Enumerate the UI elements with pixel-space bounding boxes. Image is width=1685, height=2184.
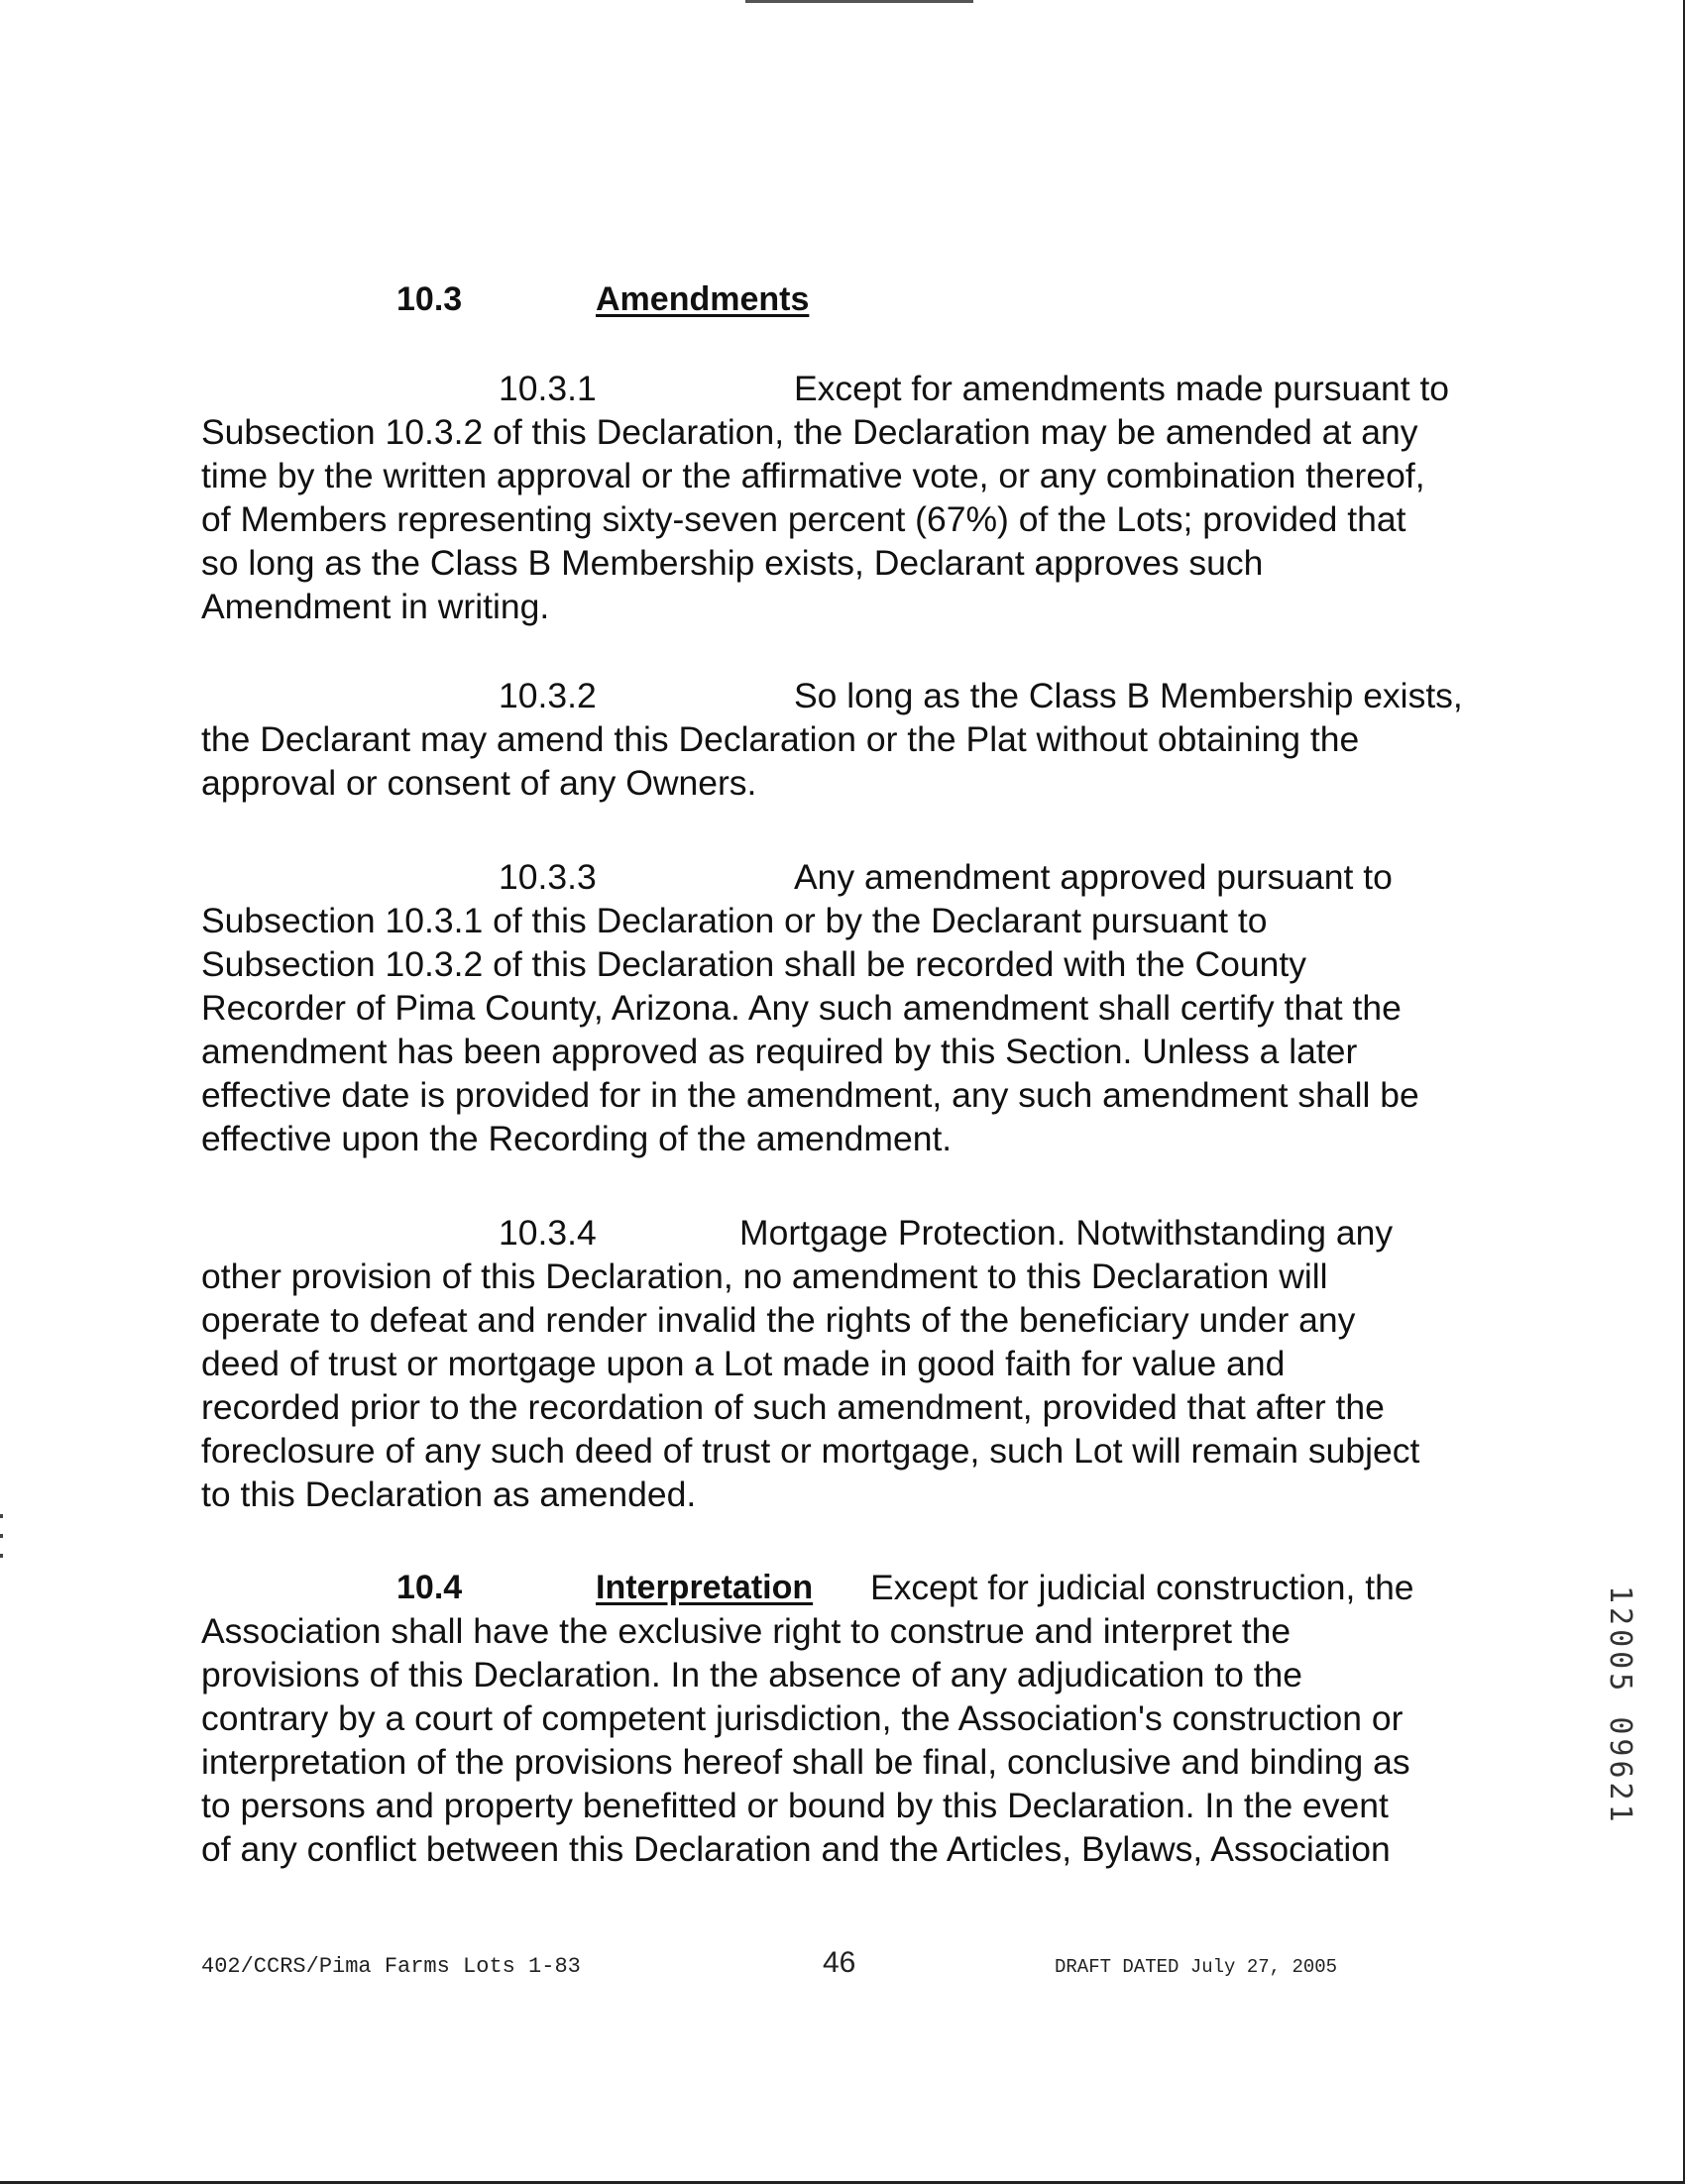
subsection-number: 10.3.2 — [499, 676, 597, 715]
bates-stamp — [1586, 1585, 1645, 1863]
body-line: effective date is provided for in the amendment, any such amendment shall be — [201, 1075, 1419, 1115]
body-line: foreclosure of any such deed of trust or mortgage, such Lot will remain subject — [201, 1431, 1420, 1471]
body-line: amendment has been approved as required by this Section. Unless a later — [201, 1032, 1358, 1071]
body-line: of Members representing sixty-seven percent (67%) of the Lots; provided that — [201, 499, 1406, 539]
body-line: operate to defeat and render invalid the rights of the beneficiary under any — [201, 1300, 1356, 1340]
subsection-number: 10.3.1 — [499, 369, 597, 408]
body-line: interpretation of the provisions hereof shall be final, conclusive and binding as — [201, 1742, 1410, 1782]
body-line: so long as the Class B Membership exists, Declarant approves such — [201, 543, 1264, 583]
subsection-body — [201, 410, 1490, 628]
subsection-body — [201, 899, 1490, 1160]
subsection-number: 10.3.4 — [499, 1213, 597, 1253]
subsection-body — [201, 1255, 1490, 1516]
subsection-first-line: So long as the Class B Membership exists, — [794, 676, 1463, 715]
body-line: contrary by a court of competent jurisdiction, the Association's construction or — [201, 1698, 1404, 1738]
footer-draft-date: DRAFT DATED July 27, 2005 — [1055, 1956, 1338, 1978]
section-title: Amendments — [596, 280, 810, 318]
footer-page-number: 46 — [823, 1946, 856, 1979]
subsection-body — [201, 717, 1490, 805]
body-line: approval or consent of any Owners. — [201, 763, 757, 803]
body-line: Subsection 10.3.2 of this Declaration shall be recorded with the County — [201, 944, 1306, 984]
body-line: Amendment in writing. — [201, 587, 550, 626]
scan-tick — [0, 1514, 3, 1518]
body-line: deed of trust or mortgage upon a Lot made in good faith for value and — [201, 1344, 1286, 1383]
body-line: recorded prior to the recordation of such amendment, provided that after the — [201, 1387, 1385, 1427]
body-line: provisions of this Declaration. In the absence of any adjudication to the — [201, 1655, 1303, 1694]
body-line: to persons and property benefitted or bound by this Declaration. In the event — [201, 1786, 1389, 1825]
body-line: Subsection 10.3.1 of this Declaration or by the Declarant pursuant to — [201, 901, 1268, 940]
body-line: Subsection 10.3.2 of this Declaration, the Declaration may be amended at any — [201, 412, 1418, 452]
section-number: 10.3 — [396, 280, 463, 318]
body-line: Association shall have the exclusive right to construe and interpret the — [201, 1611, 1292, 1651]
scan-tick — [0, 1534, 3, 1538]
scan-mark — [745, 0, 973, 3]
subsection-number: 10.3.3 — [499, 857, 597, 897]
body-line: to this Declaration as amended. — [201, 1474, 697, 1514]
body-line: of any conflict between this Declaration and the Articles, Bylaws, Association — [201, 1829, 1391, 1869]
subsection-first-line: Any amendment approved pursuant to — [794, 857, 1393, 897]
scan-tick — [0, 1554, 3, 1558]
body-line: other provision of this Declaration, no amendment to this Declaration will — [201, 1256, 1328, 1296]
body-line: time by the written approval or the affirmative vote, or any combination thereof, — [201, 456, 1425, 495]
body-line: Recorder of Pima County, Arizona. Any such amendment shall certify that the — [201, 988, 1402, 1028]
body-line: the Declarant may amend this Declaration or the Plat without obtaining the — [201, 719, 1360, 759]
section-number: 10.4 — [396, 1569, 463, 1606]
section-title: Interpretation — [596, 1569, 814, 1606]
subsection-first-line: Mortgage Protection. Notwithstanding any — [739, 1213, 1394, 1253]
bates-number: 12005 09621 — [1603, 1585, 1637, 1826]
section-body — [201, 1609, 1490, 1871]
section-first-line: Except for judicial construction, the — [870, 1568, 1414, 1607]
body-line: effective upon the Recording of the amendment. — [201, 1119, 953, 1158]
subsection-first-line: Except for amendments made pursuant to — [794, 369, 1450, 408]
footer-doc-ref: 402/CCRS/Pima Farms Lots 1-83 — [201, 1954, 581, 1979]
